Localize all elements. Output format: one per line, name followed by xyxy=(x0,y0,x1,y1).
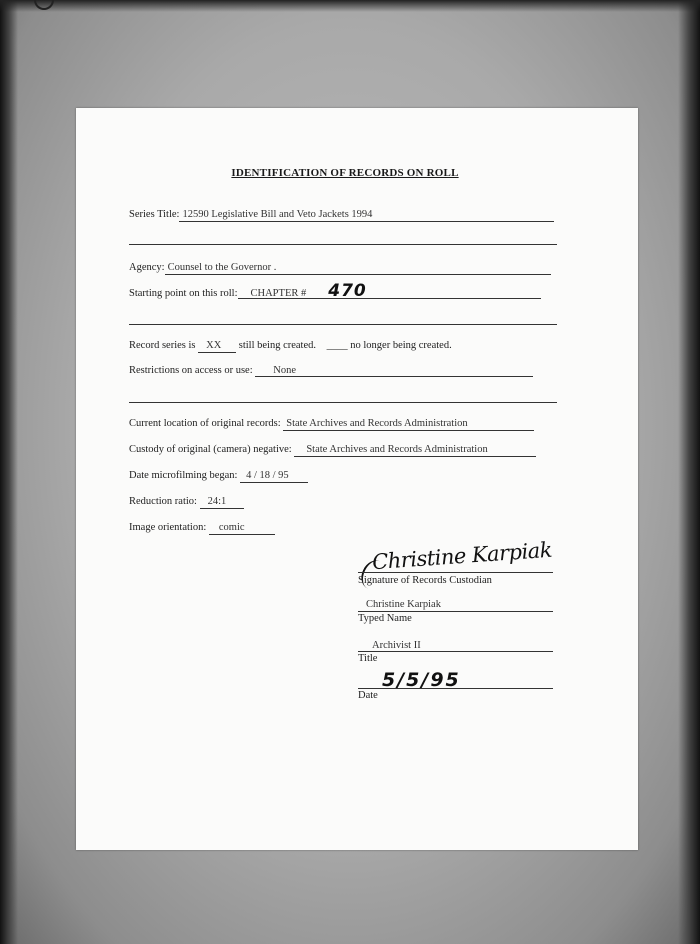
record-series-row xyxy=(129,339,452,353)
signature-line xyxy=(358,572,553,573)
no-longer-blank: ____ xyxy=(326,340,348,351)
title-line xyxy=(358,651,553,652)
form-page xyxy=(76,108,638,850)
form-heading: IDENTIFICATION OF RECORDS ON ROLL xyxy=(231,167,459,179)
agency-field: Counsel to the Governor . xyxy=(165,261,551,275)
chapter-number: 470 xyxy=(328,281,367,301)
agency-label: Agency: xyxy=(129,262,165,273)
orientation-field: comic xyxy=(209,521,275,535)
film-edge-top xyxy=(0,0,700,12)
orientation-row xyxy=(129,521,275,535)
date-line xyxy=(358,688,553,689)
current-location-label: Current location of original records: xyxy=(129,418,281,429)
restrictions-label: Restrictions on access or use: xyxy=(129,365,253,376)
agency-row xyxy=(129,261,551,275)
custodian-signature: Christine Karpiak xyxy=(371,537,553,575)
typed-name-line xyxy=(358,611,553,612)
starting-point-label: Starting point on this roll: xyxy=(129,288,238,299)
date-handwritten: 5/5/95 xyxy=(382,669,461,691)
typed-name-value: Christine Karpiak xyxy=(366,599,441,610)
reduction-field: 24:1 xyxy=(200,495,244,509)
date-began-row xyxy=(129,469,308,483)
still-being-created-text: still being created. xyxy=(238,340,316,351)
orientation-label: Image orientation: xyxy=(129,522,207,533)
date-caption: Date xyxy=(358,690,378,701)
date-began-label: Date microfilming began: xyxy=(129,470,238,481)
starting-point-row xyxy=(129,281,541,301)
typed-name-caption: Typed Name xyxy=(358,613,412,624)
reduction-row xyxy=(129,495,244,509)
starting-point-field xyxy=(238,281,541,301)
record-series-label: Record series is xyxy=(129,340,196,351)
series-title-extra-line xyxy=(129,244,557,245)
restrictions-field: None xyxy=(255,364,533,377)
date-began-field: 4 / 18 / 95 xyxy=(240,469,308,483)
reduction-label: Reduction ratio: xyxy=(129,496,197,507)
series-title-field: 12590 Legislative Bill and Veto Jackets 1994 xyxy=(179,208,554,222)
no-longer-being-created-text: no longer being created. xyxy=(350,340,452,351)
series-title-row xyxy=(129,208,554,222)
series-title-label: Series Title: xyxy=(129,209,180,220)
signature-caption: Signature of Records Custodian xyxy=(358,575,492,586)
film-edge-right xyxy=(678,0,700,944)
custody-row xyxy=(129,443,536,457)
starting-point-value: CHAPTER # xyxy=(250,288,307,299)
restrictions-extra-line xyxy=(129,402,557,403)
record-series-mark: XX xyxy=(198,339,236,353)
title-value: Archivist II xyxy=(372,640,421,651)
current-location-row xyxy=(129,417,534,431)
starting-point-extra-line xyxy=(129,324,557,325)
film-edge-left xyxy=(0,0,18,944)
restrictions-row xyxy=(129,364,533,377)
custody-field: State Archives and Records Administration xyxy=(294,443,536,457)
title-caption: Title xyxy=(358,653,378,664)
current-location-field: State Archives and Records Administration xyxy=(283,417,534,431)
custody-label: Custody of original (camera) negative: xyxy=(129,444,292,455)
